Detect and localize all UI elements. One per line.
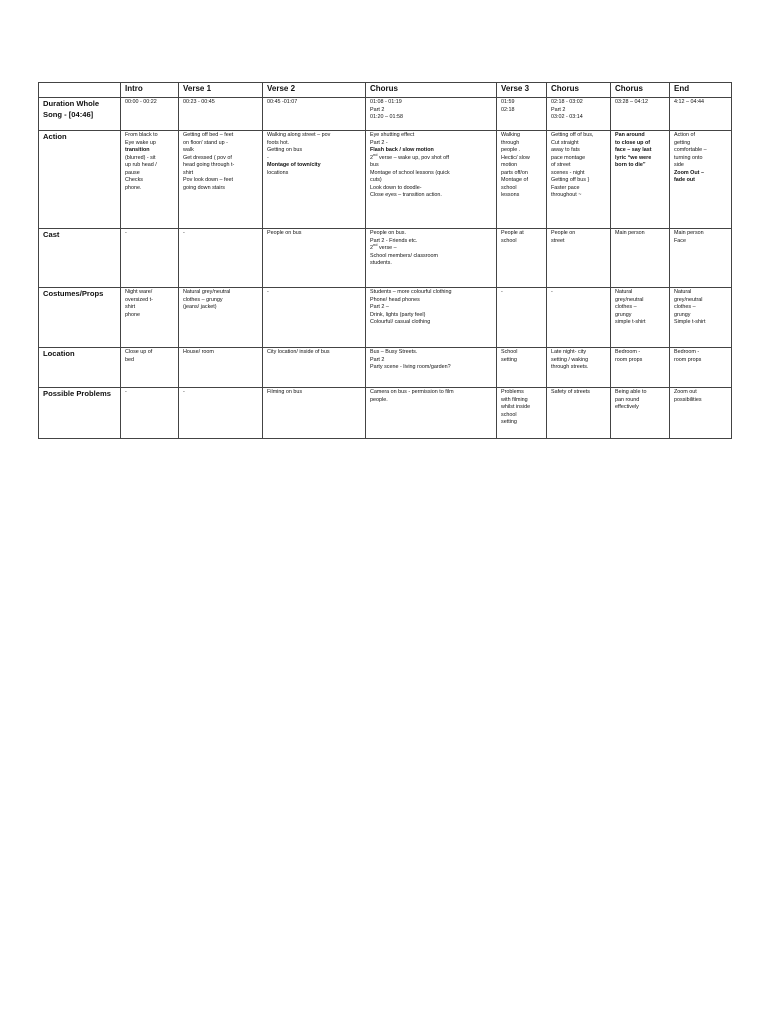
table-cell [179, 388, 263, 439]
table-row-problems [39, 388, 732, 439]
cell-line: bed [125, 356, 134, 363]
cell-line: Part 2 [551, 106, 566, 113]
cell-line: 02:18 [501, 106, 515, 113]
cell-line: Students – more colourful clothing [370, 289, 452, 295]
table-cell [366, 348, 497, 388]
table-cell [547, 131, 611, 229]
cell-line: Getting on bus [267, 147, 303, 153]
table-cell [497, 131, 547, 229]
cell-line: clothes – grungy [183, 296, 223, 303]
storyboard-table [38, 82, 732, 439]
table-cell [547, 288, 611, 348]
cell-line: grey/neutral [674, 296, 703, 303]
cell-line: school [501, 184, 517, 191]
cell-line: Night ware/ [125, 289, 153, 295]
table-cell [366, 288, 497, 348]
table-cell [497, 288, 547, 348]
table-row-costumes [39, 288, 732, 348]
cell-line: setting [501, 356, 517, 363]
cell-line: Pan around [615, 132, 645, 138]
table-cell [121, 348, 179, 388]
table-cell [121, 229, 179, 288]
cell-line: (jeans/ jacket) [183, 304, 217, 310]
cell-line: Camera on bus - permission to film [370, 389, 454, 395]
cell-line: Main person [674, 230, 704, 236]
cell-line: face – say last [615, 147, 652, 153]
cell-line: students. [370, 260, 392, 266]
table-cell [263, 348, 366, 388]
table-cell [611, 288, 670, 348]
cell-line: Part 2 [370, 356, 385, 363]
table-cell [670, 98, 732, 131]
cell-line: room props [674, 356, 702, 363]
table-cell [547, 388, 611, 439]
cell-line: Drink, lights (party feel) [370, 311, 426, 318]
cell-line: grungy [674, 311, 691, 318]
cell-line: Eye wake up [125, 139, 156, 146]
cell-line: school [501, 411, 517, 418]
table-cell [179, 229, 263, 288]
cell-line: Checks [125, 177, 143, 183]
cell-line: side [674, 162, 684, 168]
cell-line: whilst inside [501, 404, 531, 410]
cell-line: 03:02 - 03:14 [551, 114, 583, 120]
cell-line: Part 2 - [370, 139, 388, 146]
cell-line: getting [674, 139, 691, 146]
header-cell-verse-2: Verse 2 [263, 83, 366, 98]
cell-line: 2nd verse – [370, 242, 397, 251]
cell-line: Montage of town/city [267, 162, 321, 168]
cell-line: School members/ classroom [370, 252, 439, 259]
cell-line: to close up of [615, 139, 651, 146]
cell-line: turning onto [674, 154, 703, 161]
table-cell [121, 288, 179, 348]
cell-line: Cut straight [551, 139, 579, 146]
cell-line: Walking [501, 132, 520, 138]
cell-line: Look down to doodle- [370, 184, 422, 191]
cell-line: Natural [615, 289, 633, 295]
cell-line: Getting off bed – feet [183, 132, 234, 138]
row-label-problems: Possible Problems [39, 388, 121, 439]
cell-line: Montage of [501, 177, 528, 183]
cell-line: Filming on bus [267, 389, 303, 395]
header-cell-chorus-2: Chorus [547, 83, 611, 98]
table-row-location [39, 348, 732, 388]
cell-line: Part 2 [370, 106, 385, 113]
row-label-costumes: Costumes/Props [39, 288, 121, 348]
cell-line: setting / waking [551, 356, 589, 363]
table-cell [179, 348, 263, 388]
cell-line: through [501, 139, 520, 146]
table-cell [366, 229, 497, 288]
table-cell [611, 388, 670, 439]
cell-line: Zoom Out – [674, 169, 704, 176]
cell-line: Face [674, 237, 686, 244]
cell-line: people. [370, 396, 388, 403]
row-label-duration: Duration Whole Song - [04:46] [39, 98, 121, 131]
cell-line: shirt [125, 304, 136, 310]
cell-line: Close eyes – transition action. [370, 192, 442, 198]
header-cell-chorus-1: Chorus [366, 83, 497, 98]
cell-line: pan round [615, 396, 640, 403]
cell-line: Part 2 - Friends etc. [370, 237, 418, 244]
cell-line: parts off/on [501, 169, 528, 176]
cell-line: Montage of school lessons (quick [370, 169, 450, 176]
cell-line: phone [125, 311, 140, 318]
cell-line: lyric “we were [615, 154, 652, 161]
cell-line: Problems [501, 389, 524, 395]
cell-line: transition [125, 147, 150, 153]
cell-line: Late night- city [551, 349, 587, 355]
cell-line: shirt [183, 169, 194, 176]
cell-line: Part 2 – [370, 304, 389, 310]
cell-line: clothes – [615, 304, 637, 310]
cell-line: Colourful/ casual clothing [370, 319, 431, 325]
table-cell [497, 348, 547, 388]
cell-line: People at [501, 230, 524, 236]
cell-line: Walking along street – pov [267, 132, 331, 138]
cell-line: School [501, 349, 518, 355]
table-cell [263, 131, 366, 229]
cell-line: possibilities [674, 396, 702, 403]
table-cell [366, 131, 497, 229]
cell-line: Zoom out [674, 389, 697, 395]
cell-line: pause [125, 169, 140, 176]
cell-line: Bedroom - [674, 349, 700, 355]
cell-line: - [125, 230, 127, 236]
table-cell [366, 388, 497, 439]
header-cell-chorus-3: Chorus [611, 83, 670, 98]
cell-line: Eye shutting effect [370, 132, 415, 138]
cell-line: grungy [615, 311, 632, 318]
header-cell-verse-3: Verse 3 [497, 83, 547, 98]
cell-line: comfortable – [674, 147, 707, 153]
table-cell [263, 98, 366, 131]
cell-line: Getting off bus } [551, 177, 590, 183]
cell-line: through streets. [551, 364, 589, 370]
cell-line: clothes – [674, 304, 696, 310]
cell-line: Flash back / slow motion [370, 147, 434, 153]
cell-line: lessons [501, 192, 520, 198]
cell-line: People on [551, 230, 576, 236]
cell-line: people . [501, 147, 521, 153]
cell-line: foots hot. [267, 139, 290, 146]
header-cell-intro: Intro [121, 83, 179, 98]
cell-line: Get dressed ( pov of [183, 154, 232, 161]
cell-line: motion [501, 162, 518, 168]
table-row-duration [39, 98, 732, 131]
table-cell [179, 288, 263, 348]
cell-line: scenes - night [551, 169, 585, 176]
table-cell [121, 388, 179, 439]
cell-line: simple t-shirt [615, 319, 646, 325]
cell-line: born to die” [615, 162, 646, 168]
cell-line: - [183, 389, 185, 395]
cell-line: school [501, 237, 517, 244]
cell-line: Phone/ head phones [370, 296, 420, 303]
header-cell-verse-1: Verse 1 [179, 83, 263, 98]
cell-line: cuts) [370, 177, 382, 183]
table-cell [611, 229, 670, 288]
header-cell-end: End [670, 83, 732, 98]
cell-line: People on bus. [370, 230, 406, 236]
header-cell-corner [39, 83, 121, 98]
cell-line: Being able to [615, 389, 647, 395]
table-row-action [39, 131, 732, 229]
cell-line: Getting off of bus, [551, 132, 594, 138]
cell-line: House/ room [183, 349, 214, 355]
cell-line: 03:28 – 04:12 [615, 99, 648, 105]
table-cell [366, 98, 497, 131]
cell-line: - [267, 289, 269, 295]
header-row [39, 83, 732, 98]
cell-line: 01:59 [501, 99, 515, 105]
cell-line: locations [267, 169, 289, 176]
cell-line: walk [183, 147, 194, 153]
table-cell [670, 229, 732, 288]
table-cell [497, 98, 547, 131]
cell-line: 2nd verse – wake up, pov shot off [370, 151, 449, 161]
cell-line: on floor/ stand up - [183, 139, 228, 146]
cell-line: fade out [674, 177, 695, 183]
cell-line: Action of [674, 132, 695, 138]
cell-line: 02:18 - 03:02 [551, 99, 583, 105]
cell-line: up rub head / [125, 162, 157, 168]
cell-line: Pov look down – feet [183, 177, 234, 183]
cell-line: Simple t-shirt [674, 319, 706, 325]
cell-line: throughout ~ [551, 192, 582, 198]
cell-line: Main person [615, 230, 645, 236]
table-cell [263, 288, 366, 348]
cell-line: 01:20 – 01:58 [370, 114, 403, 120]
cell-line: pace montage [551, 154, 586, 161]
cell-line: Hectic/ slow [501, 154, 530, 161]
table-cell [497, 229, 547, 288]
cell-line: effectively [615, 404, 639, 410]
cell-line: with filming [501, 396, 528, 403]
cell-line: - [551, 289, 553, 295]
cell-line: - [501, 289, 503, 295]
cell-line: room props [615, 356, 643, 363]
cell-line: People on bus [267, 230, 302, 236]
cell-line: 4:12 – 04:44 [674, 99, 704, 105]
cell-line: head going through t- [183, 162, 235, 168]
cell-line: bus [370, 162, 379, 168]
table-cell [670, 388, 732, 439]
cell-line: oversized t- [125, 296, 153, 303]
cell-line: City location/ inside of bus [267, 349, 330, 355]
cell-line: 00:00 - 00:22 [125, 99, 157, 105]
cell-line: setting [501, 419, 517, 425]
table-cell [179, 131, 263, 229]
cell-line: Bus – Busy Streets. [370, 349, 418, 355]
cell-line: (blurred) - sit [125, 154, 156, 161]
table-cell [547, 229, 611, 288]
cell-line: street [551, 237, 565, 244]
table-cell [497, 388, 547, 439]
table-cell [263, 388, 366, 439]
cell-line: Close up of [125, 349, 153, 355]
cell-line: away to fats [551, 147, 580, 153]
cell-line: Party scene - living room/garden? [370, 364, 451, 370]
table-cell [611, 131, 670, 229]
table-cell [121, 131, 179, 229]
cell-line: 00:23 - 00:45 [183, 99, 215, 105]
table-cell [263, 229, 366, 288]
cell-line: - [183, 230, 185, 236]
cell-line: grey/neutral [615, 296, 644, 303]
table-cell [611, 98, 670, 131]
table-cell [121, 98, 179, 131]
table-cell [547, 348, 611, 388]
table-cell [670, 288, 732, 348]
cell-line: Faster pace [551, 184, 580, 191]
cell-line: - [267, 154, 269, 161]
table-cell [179, 98, 263, 131]
table-row-cast [39, 229, 732, 288]
row-label-action: Action [39, 131, 121, 229]
cell-line: - [125, 389, 127, 395]
row-label-cast: Cast [39, 229, 121, 288]
cell-line: Natural grey/neutral [183, 289, 231, 295]
cell-line: Natural [674, 289, 692, 295]
cell-line: Safety of streets [551, 389, 590, 395]
cell-line: going down stairs [183, 184, 225, 191]
table-cell [611, 348, 670, 388]
cell-line: 00:45 -01:07 [267, 99, 298, 105]
table-cell [670, 348, 732, 388]
cell-line: 01:08 - 01:19 [370, 99, 402, 105]
cell-line: Bedroom - [615, 349, 641, 355]
table-cell [547, 98, 611, 131]
row-label-location: Location [39, 348, 121, 388]
cell-line: phone. [125, 184, 142, 191]
table-cell [670, 131, 732, 229]
cell-line: From black to [125, 132, 158, 138]
cell-line: of street [551, 162, 571, 168]
